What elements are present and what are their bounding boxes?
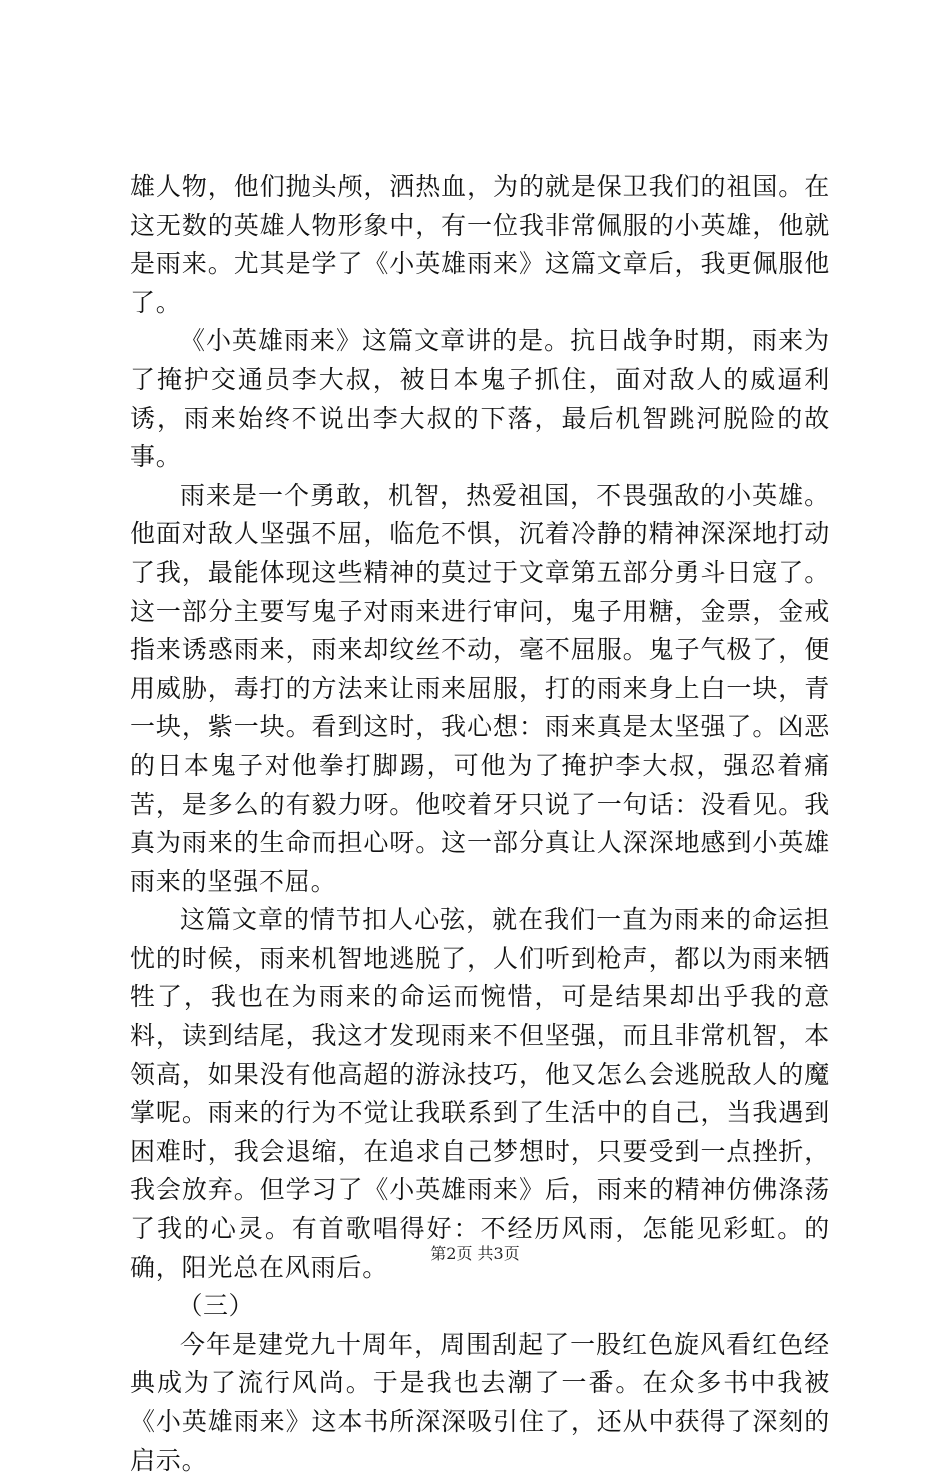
page-number-footer: 第2页 共3页 bbox=[430, 1244, 520, 1263]
paragraph-section-three: 今年是建党九十周年，周围刮起了一股红色旋风看红色经典成为了流行风尚。于是我也去潮了一番。在众多书中我被《小英雄雨来》这本书所深深吸引住了，还从中获得了深刻的启示。 bbox=[130, 1329, 830, 1475]
section-heading: （三） bbox=[177, 1291, 255, 1321]
body-text bbox=[130, 168, 830, 1480]
paragraph-character: 雨来是一个勇敢，机智，热爱祖国，不畏强敌的小英雄。他面对敌人坚强不屈，临危不惧，沉着冷静的精神深深地打动了我，最能体现这些精神的莫过于文章第五部分勇斗日寇了。这一部分主要写鬼子对雨来进行审问，鬼子用糖，金票，金戒指来诱惑雨来，雨来却纹丝不动，毫不屈服。鬼子气极了，便用威胁，毒打的方法来让雨来屈服，打的雨来身上白一块，青一块，紫一块。看到这时，我心想：雨来真是太坚强了。凶恶的日本鬼子对他拳打脚踢，可他为了掩护李大叔，强忍着痛苦，是多么的有毅力呀。他咬着牙只说了一句话：没看见。我真为雨来的生命而担心呀。这一部分真让人深深地感到小英雄雨来的坚强不屈。 bbox=[130, 480, 830, 896]
paragraph-continuation: 雄人物，他们抛头颅，洒热血，为的就是保卫我们的祖国。在这无数的英雄人物形象中，有一位我非常佩服的小英雄，他就是雨来。尤其是学了《小英雄雨来》这篇文章后，我更佩服他了。 bbox=[130, 172, 830, 317]
paragraph-summary: 《小英雄雨来》这篇文章讲的是。抗日战争时期，雨来为了掩护交通员李大叔，被日本鬼子抓住，面对敌人的威逼利诱，雨来始终不说出李大叔的下落，最后机智跳河脱险的故事。 bbox=[130, 326, 830, 472]
paragraph-reflection: 这篇文章的情节扣人心弦，就在我们一直为雨来的命运担忧的时候，雨来机智地逃脱了，人们听到枪声，都以为雨来牺牲了，我也在为雨来的命运而惋惜，可是结果却出乎我的意料，读到结尾，我这才发现雨来不但坚强，而且非常机智，本领高，如果没有他高超的游泳技巧，他又怎么会逃脱敌人的魔掌呢。雨来的行为不觉让我联系到了生活中的自己，当我遇到困难时，我会退缩，在追求自己梦想时，只要受到一点挫折，我会放弃。但学习了《小英雄雨来》后，雨来的精神仿佛涤荡了我的心灵。有首歌唱得好：不经历风雨，怎能见彩虹。的确，阳光总在风雨后。 bbox=[130, 905, 830, 1282]
